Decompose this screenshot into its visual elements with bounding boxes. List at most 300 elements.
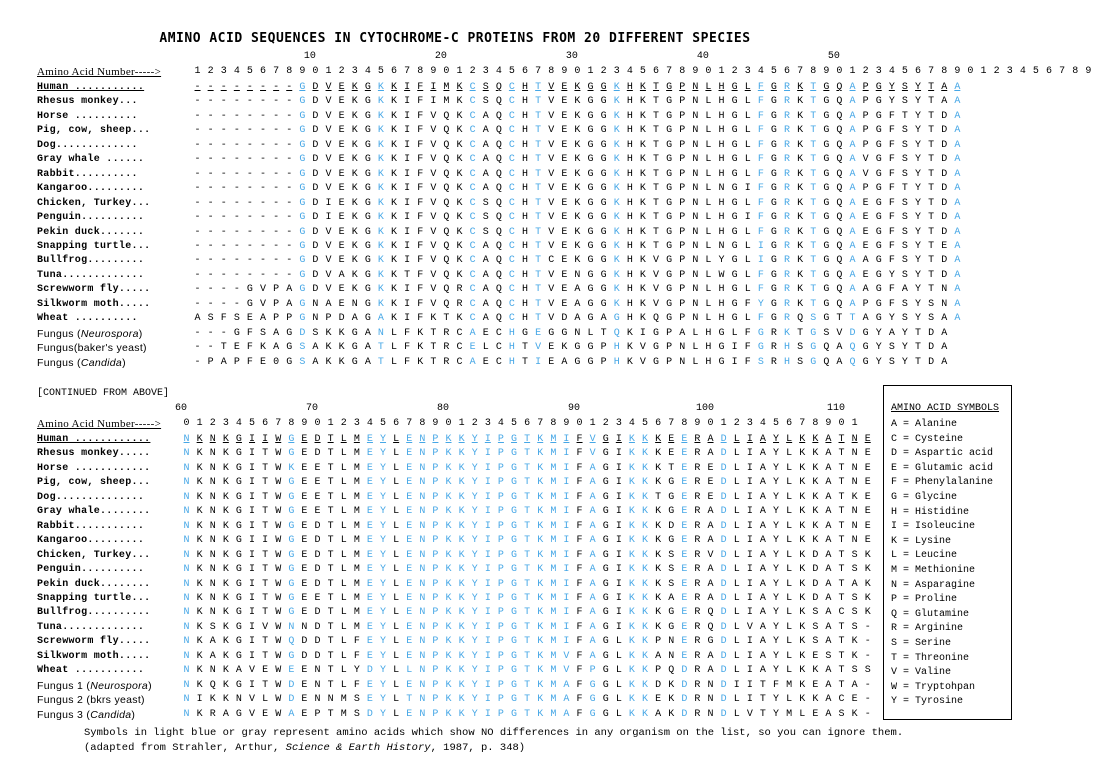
residue: V [430,269,437,281]
residue: M [550,506,557,518]
residue: A [589,621,596,633]
residue: K [574,212,581,224]
residue: Y [773,578,780,590]
residue: P [679,240,686,252]
residue: T [915,342,922,354]
residue: L [393,448,400,460]
residue: A [668,592,675,604]
position-digit: 7 [273,66,280,77]
residue: C [469,96,476,108]
residue: K [655,592,662,604]
residue: G [707,636,714,648]
residue: T [928,197,935,209]
residue: K [613,255,620,267]
residue: T [327,535,334,547]
residue: W [275,578,282,590]
residue: K [288,462,295,474]
residue: F [576,592,583,604]
residue: A [482,255,489,267]
residue: T [928,183,935,195]
residue: V [639,342,646,354]
residue: G [511,679,518,691]
amino-acid-number-label: Amino Acid Number-----> [37,66,162,78]
residue: I [563,491,570,503]
residue: K [391,255,398,267]
residue: A [954,269,961,281]
residue: A [836,356,843,368]
residue: Q [209,679,216,691]
residue: E [707,462,714,474]
residue: M [550,650,557,662]
residue: - [233,183,240,195]
residue: Q [495,284,502,296]
residue: K [456,313,463,325]
residue: Q [495,168,502,180]
residue: T [262,491,269,503]
residue: I [249,650,256,662]
residue: N [209,462,216,474]
residue: K [537,665,544,677]
residue: R [694,564,701,576]
residue: K [639,255,646,267]
residue: W [275,708,282,720]
residue: F [576,520,583,532]
residue: K [196,592,203,604]
residue: K [391,298,398,310]
residue: G [602,448,609,460]
residue: L [733,434,740,445]
residue: N [419,578,426,590]
position-digit: 4 [888,66,895,77]
residue: K [797,82,804,93]
residue: H [522,313,529,325]
residue: M [550,578,557,590]
residue: Y [773,592,780,604]
residue: G [351,342,358,354]
residue: K [351,197,358,209]
residue: Y [471,491,478,503]
residue: - [260,139,267,151]
residue: A [377,313,384,325]
position-digit: 6 [262,418,269,429]
residue: Y [773,506,780,518]
residue: G [286,342,293,354]
residue: E [535,327,542,339]
residue: E [561,168,568,180]
residue: F [417,125,424,137]
residue: K [655,607,662,619]
residue: V [325,125,332,137]
residue: V [430,226,437,238]
residue: C [508,82,515,93]
residue: I [484,679,491,691]
residue: G [770,125,777,137]
residue: L [705,82,712,93]
residue: A [600,313,607,325]
residue: T [838,636,845,648]
residue: G [587,356,594,368]
residue: S [812,607,819,619]
residue: G [235,491,242,503]
residue: N [183,650,190,662]
residue: A [954,82,961,93]
residue: D [720,491,727,503]
residue: - [286,255,293,267]
position-digit: 0 [707,418,714,429]
residue: A [707,535,714,547]
residue: S [901,269,908,281]
residue: G [731,168,738,180]
residue: T [838,448,845,460]
residue: A [759,592,766,604]
residue: N [183,607,190,619]
residue: E [812,650,819,662]
residue: F [744,342,751,354]
residue: E [366,462,373,474]
residue: G [511,607,518,619]
residue: D [720,607,727,619]
residue: K [799,535,806,547]
residue: E [862,197,869,209]
residue: N [209,578,216,590]
residue: L [393,650,400,662]
residue: G [233,327,240,339]
residue: F [757,226,764,238]
residue: K [797,284,804,296]
residue: D [720,477,727,489]
legend-item: P = Proline [891,594,958,606]
residue: P [432,592,439,604]
residue: S [888,356,895,368]
residue: K [222,434,229,445]
residue: T [810,96,817,108]
residue: - [220,139,227,151]
residue: G [770,82,777,93]
residue: D [720,592,727,604]
residue: D [314,621,321,633]
residue: H [718,197,725,209]
residue: A [954,168,961,180]
residue: G [235,535,242,547]
residue: E [338,110,345,122]
residue: D [941,154,948,166]
species-label: Rabbit.......... [37,168,138,180]
residue: K [458,491,465,503]
residue: N [574,327,581,339]
residue: G [574,342,581,354]
residue: T [327,448,334,460]
residue: E [262,708,269,720]
residue: T [535,154,542,166]
residue: Y [915,125,922,137]
residue: G [235,434,242,445]
position-digit: 2 [338,66,345,77]
tick-label: 20 [434,51,447,62]
residue: C [508,125,515,137]
residue: E [469,342,476,354]
residue: N [419,477,426,489]
residue: A [759,520,766,532]
residue: S [851,549,858,561]
residue: F [246,327,253,339]
residue: D [941,255,948,267]
residue: P [497,636,504,648]
residue: C [469,240,476,252]
residue: G [731,226,738,238]
residue: L [744,255,751,267]
residue: K [445,592,452,604]
residue: K [574,125,581,137]
residue: F [576,462,583,474]
residue: K [574,183,581,195]
residue: K [812,665,819,677]
position-digit: 6 [915,66,922,77]
residue: A [849,82,856,93]
residue: K [639,240,646,252]
residue: I [196,694,203,706]
residue: V [325,284,332,296]
residue: V [862,154,869,166]
residue: G [364,269,371,281]
residue: K [799,694,806,706]
residue: L [786,506,793,518]
residue: A [589,592,596,604]
residue: A [288,708,295,720]
residue: K [628,592,635,604]
residue: - [246,168,253,180]
residue: E [681,434,688,445]
residue: K [377,240,384,252]
residue: N [692,226,699,238]
residue: L [393,607,400,619]
residue: I [484,535,491,547]
residue: I [563,477,570,489]
residue: E [561,240,568,252]
residue: G [731,110,738,122]
position-digit: 6 [522,66,529,77]
residue: K [458,636,465,648]
species-label: Gray whale ...... [37,154,145,166]
residue: R [770,356,777,368]
residue: V [563,650,570,662]
residue: K [417,327,424,339]
residue: E [366,578,373,590]
residue: I [615,520,622,532]
residue: H [626,240,633,252]
residue: G [288,520,295,532]
residue: G [823,154,830,166]
residue: K [642,448,649,460]
residue: P [497,708,504,720]
residue: T [928,154,935,166]
residue: T [838,564,845,576]
species-label: Kangaroo......... [37,535,145,547]
residue: N [183,434,190,445]
residue: L [393,535,400,547]
residue: Q [836,269,843,281]
residue: E [561,125,568,137]
residue: G [561,327,568,339]
residue: - [207,255,214,267]
residue: F [417,168,424,180]
residue: D [720,506,727,518]
legend-item: I = Isoleucine [891,521,976,533]
residue: G [770,212,777,224]
residue: A [589,462,596,474]
residue: G [875,183,882,195]
residue: G [511,592,518,604]
residue: A [235,665,242,677]
residue: P [679,168,686,180]
residue: D [301,636,308,648]
residue: F [576,665,583,677]
residue: K [456,212,463,224]
residue: E [338,197,345,209]
residue: V [589,434,596,445]
residue: F [576,636,583,648]
residue: H [522,82,529,93]
residue: K [222,650,229,662]
residue: Q [836,154,843,166]
residue: G [875,284,882,296]
residue: G [770,226,777,238]
residue: C [495,342,502,354]
residue: F [417,183,424,195]
residue: K [537,549,544,561]
residue: T [535,110,542,122]
residue: I [615,592,622,604]
residue: S [928,298,935,310]
residue: F [353,650,360,662]
residue: E [301,462,308,474]
residue: Q [495,183,502,195]
continued-label: [CONTINUED FROM ABOVE] [37,388,170,399]
residue: S [851,665,858,677]
residue: E [366,506,373,518]
residue: T [524,636,531,648]
residue: R [694,434,701,445]
residue: V [325,269,332,281]
residue: K [799,477,806,489]
residue: I [404,226,411,238]
position-digit: 4 [497,418,504,429]
residue: K [222,621,229,633]
residue: I [484,708,491,720]
residue: D [301,650,308,662]
residue: A [849,197,856,209]
residue: D [366,665,373,677]
residue: M [550,434,557,445]
residue: G [875,139,882,151]
residue: G [875,255,882,267]
residue: K [799,679,806,691]
residue: I [563,592,570,604]
residue: N [692,313,699,325]
residue: D [312,125,319,137]
species-label: Chicken, Turkey... [37,549,151,561]
residue: G [600,284,607,296]
residue: A [825,462,832,474]
residue: E [366,607,373,619]
residue: C [495,356,502,368]
residue: T [535,168,542,180]
position-digit: 1 [589,418,596,429]
residue: S [812,621,819,633]
residue: G [364,197,371,209]
residue: K [799,564,806,576]
residue: G [613,313,620,325]
residue: V [836,327,843,339]
residue: A [325,298,332,310]
residue: P [679,125,686,137]
residue: A [849,226,856,238]
residue: G [602,708,609,720]
residue: - [220,298,227,310]
residue: F [888,183,895,195]
residue: R [694,477,701,489]
residue: T [524,549,531,561]
species-label: Fungus (Candida) [37,356,126,369]
residue: Y [773,636,780,648]
position-digit: 8 [1072,66,1079,77]
residue: H [626,313,633,325]
residue: T [759,679,766,691]
residue: A [312,342,319,354]
residue: Q [495,240,502,252]
residue: E [681,592,688,604]
residue: T [535,197,542,209]
residue: N [692,255,699,267]
residue: P [497,549,504,561]
residue: Y [915,139,922,151]
residue: K [417,342,424,354]
residue: K [639,82,646,93]
residue: P [497,578,504,590]
residue: K [655,462,662,474]
residue: A [679,327,686,339]
residue: K [456,110,463,122]
residue: K [784,327,791,339]
residue: Q [836,110,843,122]
residue: Y [471,477,478,489]
residue: I [563,506,570,518]
residue: K [196,708,203,720]
residue: G [666,154,673,166]
residue: G [602,694,609,706]
residue: - [194,284,201,296]
residue: C [508,168,515,180]
residue: K [325,327,332,339]
residue: G [718,356,725,368]
residue: D [312,82,319,93]
residue: G [862,342,869,354]
residue: A [707,434,714,445]
residue: I [249,592,256,604]
residue: Y [380,578,387,590]
residue: G [351,327,358,339]
residue: Y [915,82,922,93]
residue: I [746,564,753,576]
residue: R [770,327,777,339]
legend-item: D = Aspartic acid [891,448,994,460]
residue: A [759,564,766,576]
residue: M [353,520,360,532]
residue: K [456,240,463,252]
residue: E [406,434,413,445]
residue: T [327,650,334,662]
residue: E [406,535,413,547]
residue: H [613,356,620,368]
